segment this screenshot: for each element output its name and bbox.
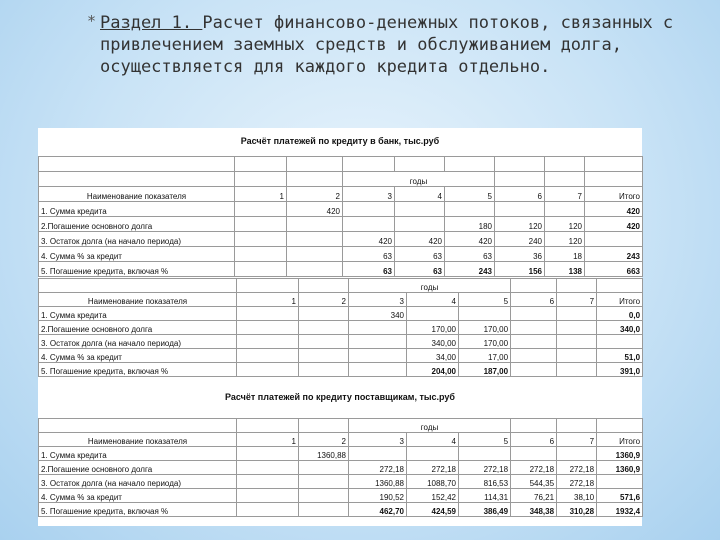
table-row (39, 279, 643, 293)
table-row: 5. Погашение кредита, включая % 462,70 424,59 386,49 348,38 310,28 1932,4 (39, 503, 643, 517)
column-header: 3 (349, 293, 407, 307)
table-header-row (39, 433, 643, 447)
column-header: 5 (459, 433, 511, 447)
table-header-row (39, 293, 643, 307)
table-row (39, 172, 643, 187)
column-header: 2 (299, 293, 349, 307)
column-header: Наименование показателя (39, 187, 235, 202)
column-header: 3 (349, 433, 407, 447)
years-group-label: годы (343, 172, 495, 187)
table-row: 4. Сумма % за кредит 190,52 152,42 114,31 76,21 38,10 571,6 (39, 489, 643, 503)
table-row (39, 419, 643, 433)
table1-title: Расчёт платежей по кредиту в банк, тыс.руб (240, 136, 440, 146)
column-header: 1 (237, 293, 299, 307)
column-header: 5 (445, 187, 495, 202)
slide-heading (87, 12, 700, 78)
table-row: 2.Погашение основного долга 272,18 272,18 272,18 272,18 272,18 1360,9 (39, 461, 643, 475)
column-header: 6 (511, 293, 557, 307)
table-row: 3. Остаток долга (на начало периода) 1360,88 1088,70 816,53 544,35 272,18 (39, 475, 643, 489)
table-row: 3. Остаток долга (на начало периода) 340,00 170,00 (39, 335, 643, 349)
column-header: 7 (557, 293, 597, 307)
table-row: 1. Сумма кредита 420 420 (39, 202, 643, 217)
column-header: Наименование показателя (39, 293, 237, 307)
column-header: Итого (597, 433, 643, 447)
bullet-star: * (87, 12, 97, 30)
table-row: 5. Погашение кредита, включая % 204,00 187,00 391,0 (39, 363, 643, 377)
table-row: 2.Погашение основного долга 180 120 120 420 (39, 217, 643, 232)
column-header: 4 (395, 187, 445, 202)
years-group-label: годы (349, 419, 511, 433)
column-header: 4 (407, 293, 459, 307)
column-header: 6 (495, 187, 545, 202)
column-header: Наименование показателя (39, 433, 237, 447)
column-header: 2 (299, 433, 349, 447)
years-group-label: годы (349, 279, 511, 293)
table-row: 2.Погашение основного долга 170,00 170,00 340,0 (39, 321, 643, 335)
table-row: 1. Сумма кредита 340 0,0 (39, 307, 643, 321)
table3-title: Расчёт платежей по кредиту поставщикам, тыс.руб (225, 392, 455, 402)
column-header: 1 (237, 433, 299, 447)
table-header-row (39, 187, 643, 202)
column-header: 4 (407, 433, 459, 447)
table-row (39, 157, 643, 172)
table-row: 5. Погашение кредита, включая % 63 63 243 156 138 663 (39, 262, 643, 277)
column-header: 3 (343, 187, 395, 202)
column-header: 1 (235, 187, 287, 202)
table-row: 4. Сумма % за кредит 63 63 63 36 18 243 (39, 247, 643, 262)
column-header: 7 (545, 187, 585, 202)
table-row: 1. Сумма кредита 1360,88 1360,9 (39, 447, 643, 461)
bank-credit-table (38, 156, 643, 277)
column-header: 5 (459, 293, 511, 307)
heading-lead: Раздел 1. (100, 13, 203, 33)
table-row: 3. Остаток долга (на начало периода) 420 420 420 240 120 (39, 232, 643, 247)
credit-table-2 (38, 278, 643, 377)
column-header: 7 (557, 433, 597, 447)
spreadsheet-image (38, 128, 642, 526)
column-header: 6 (511, 433, 557, 447)
column-header: 2 (287, 187, 343, 202)
column-header: Итого (585, 187, 643, 202)
heading-text: Расчет финансово-денежных потоков, связанных с привлечением заемных средств и обслуживанием долга, осуществляется для каждого кредита отдельно. (100, 13, 674, 77)
table-row: 4. Сумма % за кредит 34,00 17,00 51,0 (39, 349, 643, 363)
supplier-credit-table (38, 418, 643, 517)
column-header: Итого (597, 293, 643, 307)
